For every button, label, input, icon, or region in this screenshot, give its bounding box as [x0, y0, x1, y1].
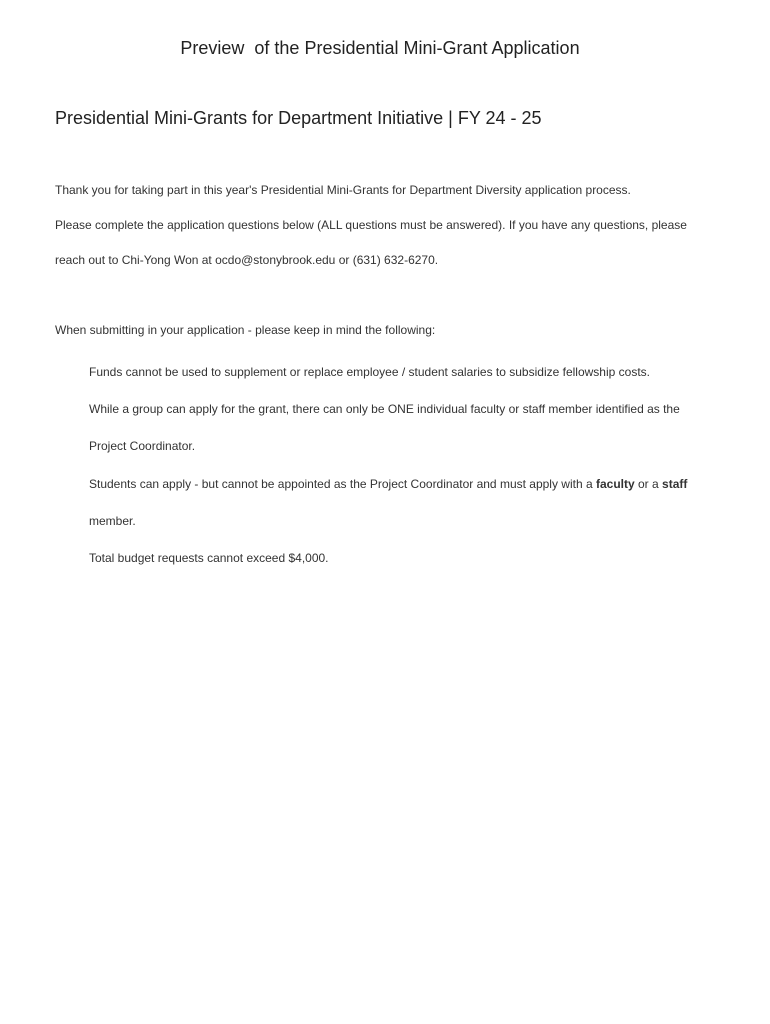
- intro-line-2: Please complete the application questions below (ALL questions must be answered). If you have any questions, please: [55, 218, 687, 232]
- intro-line-3: reach out to Chi-Yong Won at ocdo@stonybrook.edu or (631) 632-6270.: [55, 253, 439, 267]
- students-bold-faculty: faculty: [595, 477, 635, 491]
- item-funds: Funds cannot be used to supplement or replace employee / student salaries to subsidize fellowship costs.: [89, 365, 650, 379]
- item-group-line-1: While a group can apply for the grant, there can only be ONE individual faculty or staff member identified as the: [89, 402, 680, 416]
- students-text-pre: Students can apply - but cannot be appointed as the Project Coordinator and must apply with a: [89, 477, 596, 491]
- intro-line-1: Thank you for taking part in this year's Presidential Mini-Grants for Department Diversity application process.: [55, 183, 631, 197]
- item-budget: Total budget requests cannot exceed $4,000.: [89, 551, 329, 565]
- item-group-line-2: Project Coordinator.: [89, 439, 196, 453]
- students-bold-staff: staff: [662, 477, 688, 491]
- item-students-line-2: member.: [89, 514, 136, 528]
- students-text-mid: or a: [634, 477, 663, 491]
- preview-title: Preview of the Presidential Mini-Grant Application: [180, 38, 580, 58]
- form-title: Presidential Mini-Grants for Department Initiative | FY 24 - 25: [55, 108, 542, 128]
- submission-heading: When submitting in your application - please keep in mind the following:: [55, 323, 436, 337]
- item-students-line-1: [89, 477, 687, 491]
